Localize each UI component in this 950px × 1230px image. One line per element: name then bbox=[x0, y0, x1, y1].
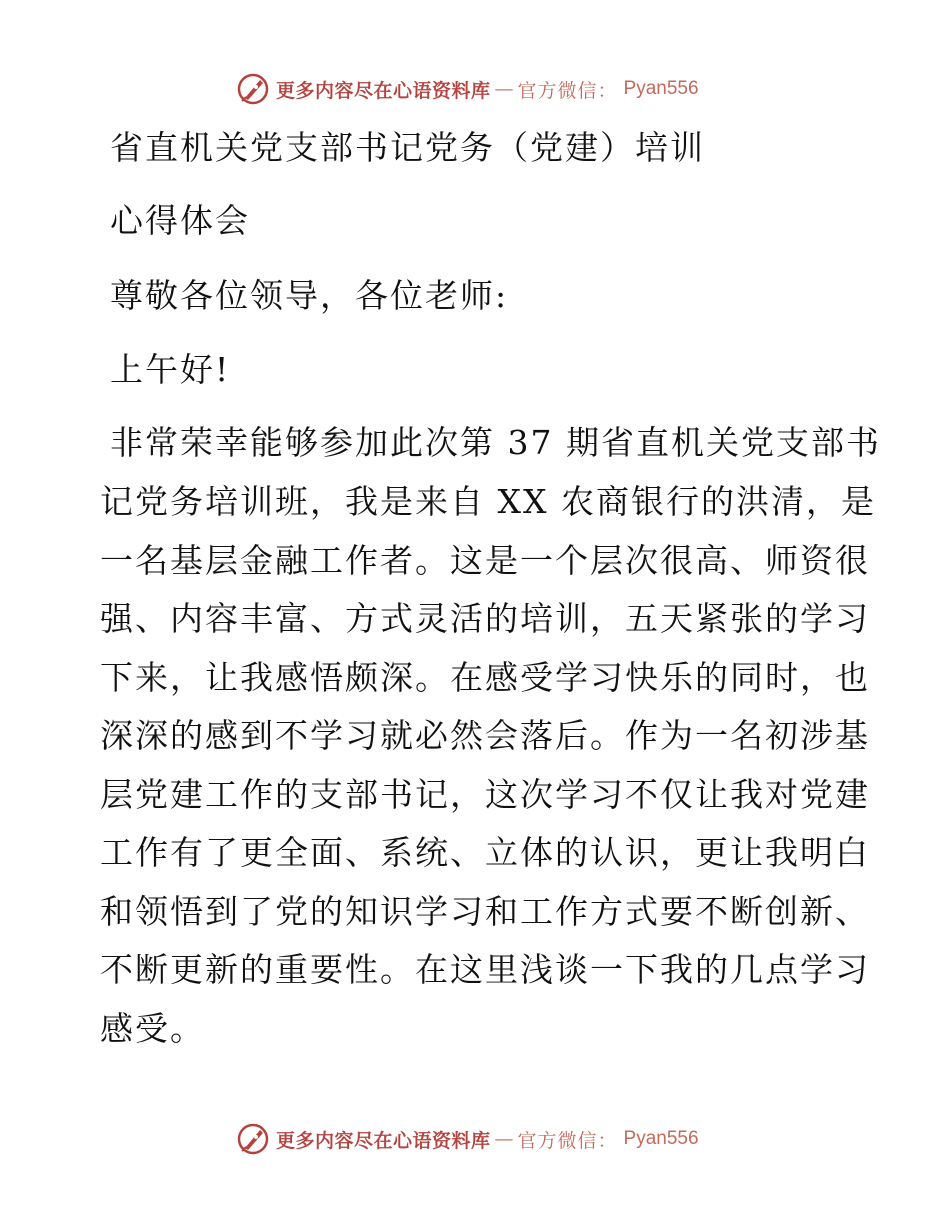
banner-official-label: 官方微信： bbox=[517, 79, 618, 102]
banner-official-label: 官方微信： bbox=[517, 1129, 618, 1152]
body-line: 一名基层金融工作者。这是一个层次很高、师资很 bbox=[100, 541, 870, 580]
banner-dash: — bbox=[494, 78, 514, 100]
header-watermark-banner bbox=[236, 72, 699, 106]
body-line: 不断更新的重要性。在这里浅谈一下我的几点学习 bbox=[100, 950, 870, 989]
body-line: 下来，让我感悟颇深。在感受学习快乐的同时，也 bbox=[100, 658, 870, 697]
body-line: 感受。 bbox=[100, 1009, 205, 1048]
body-line: 层党建工作的支部书记，这次学习不仅让我对党建 bbox=[100, 775, 870, 814]
quill-pen-logo-icon bbox=[236, 1122, 270, 1156]
body-line: 深深的感到不学习就必然会落后。作为一名初涉基 bbox=[100, 716, 870, 755]
document-title-line-1: 省直机关党支部书记党务（党建）培训 bbox=[110, 128, 705, 167]
body-line: 强、内容丰富、方式灵活的培训，五天紧张的学习 bbox=[100, 599, 870, 638]
banner-dash: — bbox=[494, 1128, 514, 1150]
banner-main-text: 更多内容尽在心语资料库 bbox=[276, 79, 491, 102]
greeting: 上午好! bbox=[110, 350, 231, 389]
salutation: 尊敬各位领导，各位老师: bbox=[110, 276, 509, 315]
banner-main-text: 更多内容尽在心语资料库 bbox=[276, 1129, 491, 1152]
banner-wechat-id: Pyan556 bbox=[623, 78, 699, 99]
body-line: 非常荣幸能够参加此次第 37 期省直机关党支部书 bbox=[110, 423, 881, 462]
document-title-line-2: 心得体会 bbox=[110, 201, 250, 240]
footer-watermark-banner bbox=[236, 1122, 699, 1156]
body-line: 工作有了更全面、系统、立体的认识，更让我明白 bbox=[100, 833, 870, 872]
body-line: 和领悟到了党的知识学习和工作方式要不断创新、 bbox=[100, 892, 870, 931]
banner-wechat-id: Pyan556 bbox=[623, 1128, 699, 1149]
body-line: 记党务培训班，我是来自 XX 农商银行的洪清，是 bbox=[100, 482, 876, 521]
quill-pen-logo-icon bbox=[236, 72, 270, 106]
